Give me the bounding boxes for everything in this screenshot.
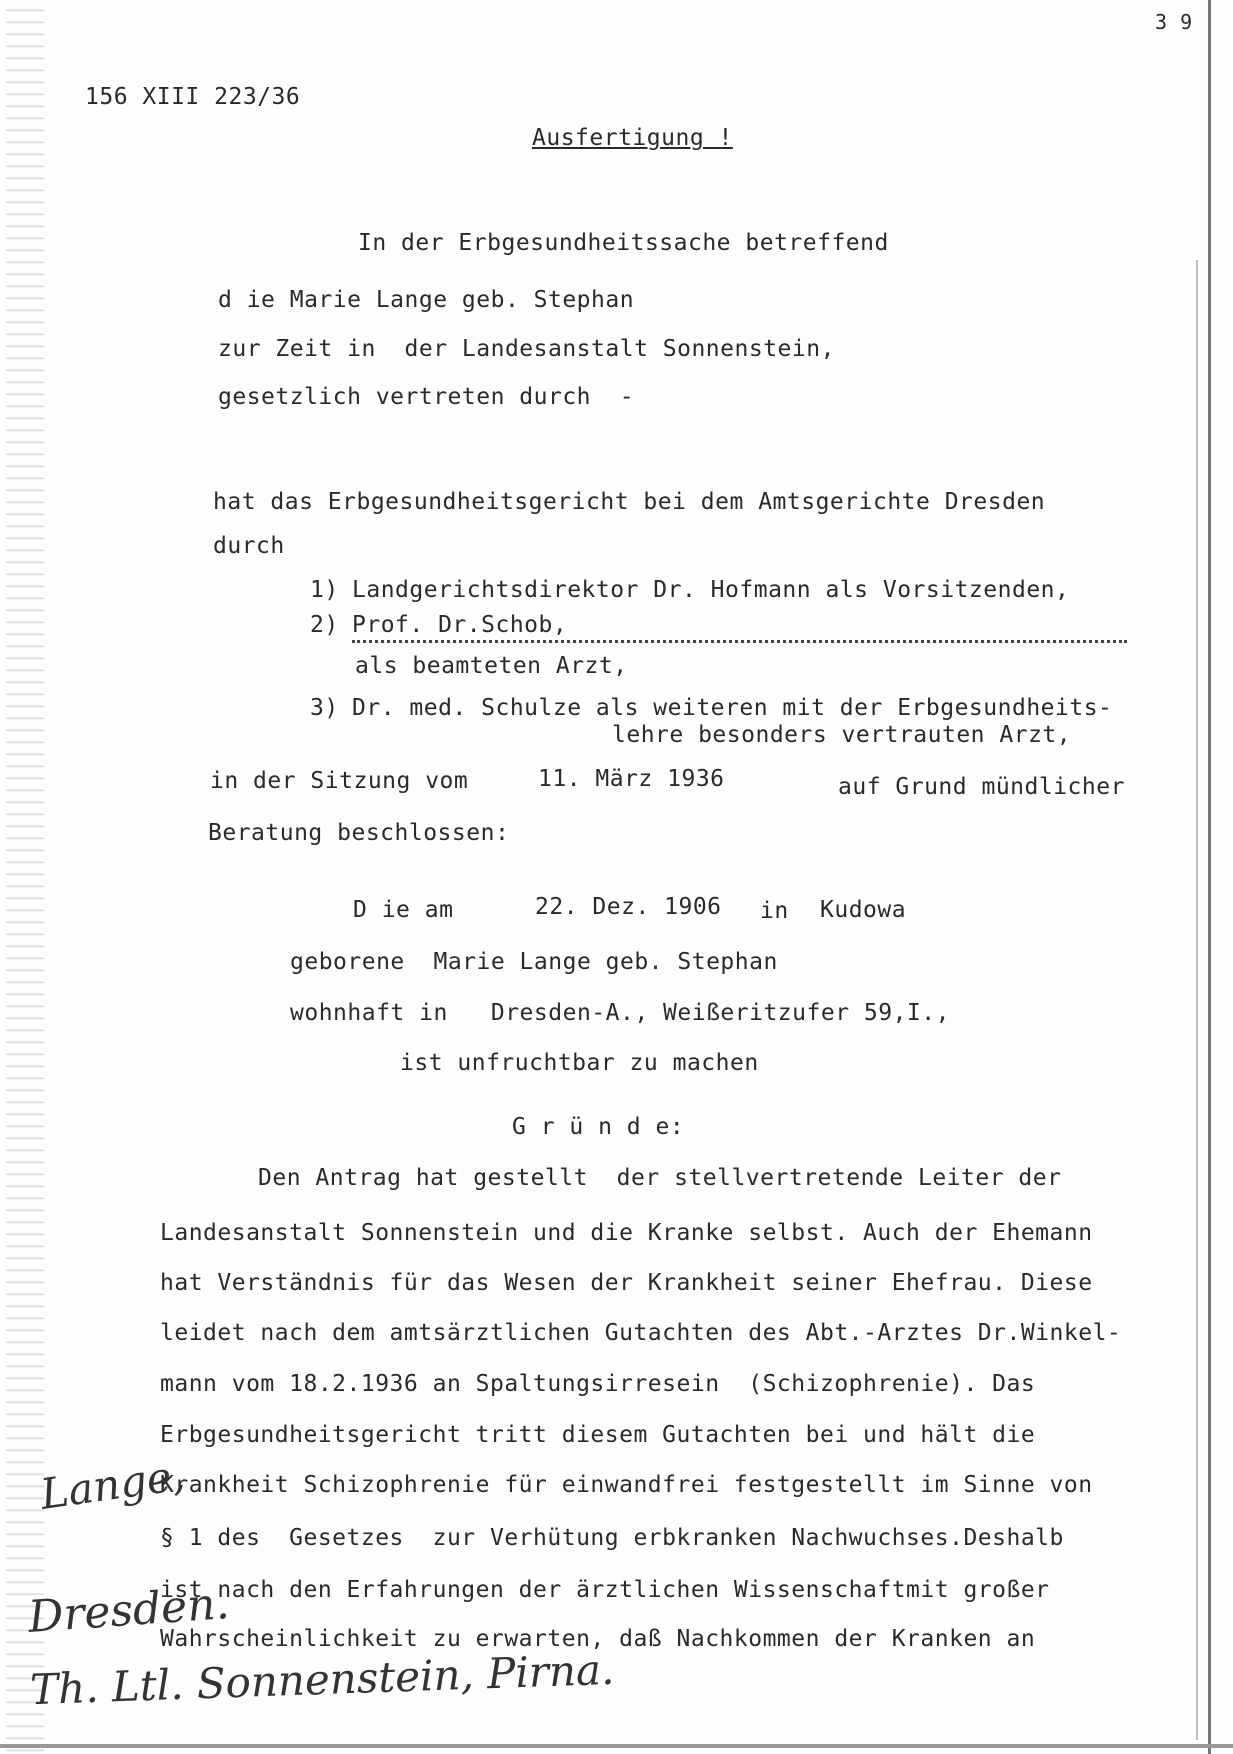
margin-handwriting-2: Dresden. [26,1578,232,1643]
scan-edge-left [6,0,44,1754]
member-2-role: als beamteten Arzt, [355,653,628,679]
file-number: 156 XIII 223/36 [85,84,301,110]
reasons-heading: G r ü n d e: [512,1114,685,1140]
margin-handwriting-1: Lange, [37,1450,188,1519]
decision-ruling: ist unfruchtbar zu machen [400,1050,759,1076]
scan-edge-bottom [0,1744,1233,1748]
document-title: Ausfertigung ! [532,125,733,151]
court-durch: durch [213,533,285,559]
decision-birth-place: Kudowa [820,897,907,923]
court-line: hat das Erbgesundheitsgericht bei dem Amtsgerichte Dresden [213,489,1046,515]
party-representative: gesetzlich vertreten durch - [218,384,635,410]
member-2-number: 2) [310,612,339,638]
member-3-role: lehre besonders vertrauten Arzt, [612,722,1072,748]
decision-birth-date: 22. Dez. 1906 [535,894,722,920]
bottom-handwriting: Th. Ltl. Sonnenstein, Pirna. [29,1644,616,1715]
decision-in: in [760,898,789,924]
reasons-line-9: ist nach den Erfahrungen der ärztlichen Wissenschaftmit großer [160,1577,1050,1603]
reasons-line-2: Landesanstalt Sonnenstein und die Kranke selbst. Auch der Ehemann [160,1220,1093,1246]
member-3-text: Dr. med. Schulze als weiteren mit der Erbgesundheits- [352,695,1113,721]
reasons-line-10: Wahrscheinlichkeit zu erwarten, daß Nachkommen der Kranken an [160,1626,1036,1652]
member-2-text: Prof. Dr.Schob, [352,612,568,638]
reasons-line-3: hat Verständnis für das Wesen der Krankheit seiner Ehefrau. Diese [160,1270,1093,1296]
scan-edge-right-inner [1196,260,1198,1740]
session-prefix: in der Sitzung vom [210,768,469,794]
reasons-line-6: Erbgesundheitsgericht tritt diesem Gutachten bei und hält die [160,1422,1036,1448]
reasons-line-4: leidet nach dem amtsärztlichen Gutachten des Abt.-Arztes Dr.Winkel- [160,1320,1122,1346]
reasons-line-8: § 1 des Gesetzes zur Verhütung erbkranken Nachwuchses.Deshalb [160,1525,1064,1551]
reasons-line-1: Den Antrag hat gestellt der stellvertretende Leiter der [258,1165,1062,1191]
reasons-line-7: Krankheit Schizophrenie für einwandfrei festgestellt im Sinne von [160,1472,1093,1498]
member-3-number: 3) [310,695,339,721]
member-1-number: 1) [310,577,339,603]
page-number: 3 9 [1155,10,1193,34]
decision-prefix: D ie am [353,897,454,923]
member-1-text: Landgerichtsdirektor Dr. Hofmann als Vorsitzenden, [352,577,1070,603]
session-line2: Beratung beschlossen: [208,820,510,846]
intro-line: In der Erbgesundheitssache betreffend [358,230,889,256]
reasons-line-5: mann vom 18.2.1936 an Spaltungsirresein (Schizophrenie). Das [160,1371,1036,1397]
decision-born-name: geborene Marie Lange geb. Stephan [290,949,778,975]
party-location: zur Zeit in der Landesanstalt Sonnenstein, [218,336,835,362]
decision-address: wohnhaft in Dresden-A., Weißeritzufer 59,I., [290,1000,950,1026]
session-suffix: auf Grund mündlicher [838,774,1125,800]
party-name: d ie Marie Lange geb. Stephan [218,287,635,313]
dotted-fill-line [352,640,1127,643]
session-date: 11. März 1936 [538,766,725,792]
scan-edge-right [1208,0,1211,1754]
